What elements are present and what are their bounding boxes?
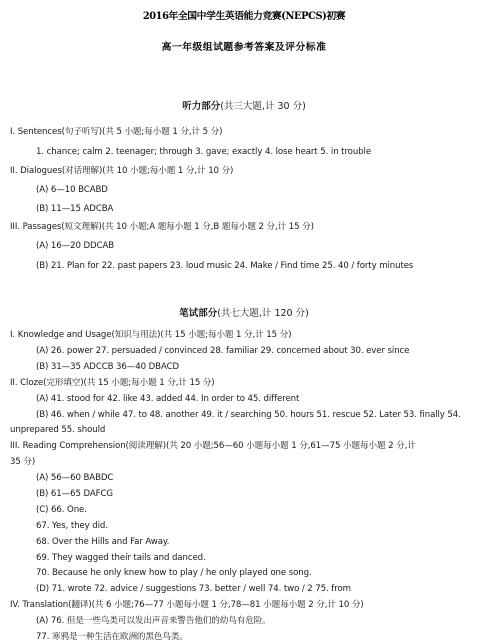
- written-section-heading: [0, 305, 488, 319]
- listening-heading-sub: (共三大题,计 30 分): [220, 101, 306, 112]
- written-part-3c-answer-67: 67. Yes, they did.: [36, 520, 108, 531]
- written-part-3c-answer-69: 69. They wagged their tails and danced.: [36, 552, 206, 563]
- written-part-4a-answer-76: (A) 76. 但是一些鸟类可以发出声音来警告他们的幼鸟有危险。: [36, 616, 271, 627]
- listening-part-2b-answers: (B) 11—15 ADCBA: [36, 204, 114, 214]
- listening-part-2a-answers: (A) 6—10 BCABD: [36, 185, 108, 195]
- document-title: 2016年全国中学生英语能力竞赛(NEPCS)初赛: [142, 11, 346, 22]
- written-part-1b-answers: (B) 31—35 ADCCB 36—40 DBACD: [36, 361, 180, 372]
- listening-part-2-heading: II. Dialogues(对话理解)(共 10 小题;每小题 1 分,计 10 分): [10, 166, 234, 176]
- document-subtitle: 高一年级组试题参考答案及评分标准: [161, 42, 327, 53]
- listening-heading-label: 听力部分: [182, 101, 221, 112]
- written-part-4a-answer-77: 77. 寒鸦是一种生活在欧洲的黑色鸟类。: [36, 632, 188, 641]
- written-part-4-heading: IV. Translation(翻译)(共 6 小题;76—77 小题每小题 1 分,78—81 小题每小题 2 分,计 10 分): [10, 600, 364, 611]
- written-part-3b-answers: (B) 61—65 DAFCG: [36, 488, 113, 499]
- listening-part-1-answers: 1. chance; calm 2. teenager; through 3. gave; exactly 4. lose heart 5. in trouble: [36, 147, 372, 157]
- written-part-3-heading: III. Reading Comprehension(阅读理解)(共 20 小题;56—60 小题每小题 1 分,61—75 小题每小题 2 分,计: [10, 441, 416, 452]
- listening-part-3a-answers: (A) 16—20 DDCAB: [36, 241, 115, 251]
- written-part-3d-answers: (D) 71. wrote 72. advice / suggestions 73. better / well 74. two / 2 75. from: [36, 584, 351, 595]
- written-part-3-heading-cont: 35 分): [10, 457, 36, 468]
- written-part-3a-answers: (A) 56—60 BABDC: [36, 473, 114, 484]
- written-part-2-heading: II. Cloze(完形填空)(共 15 小题;每小题 1 分,计 15 分): [10, 377, 215, 388]
- written-part-3c-answer-66: (C) 66. One.: [36, 504, 87, 515]
- listening-part-3b-answers: (B) 21. Plan for 22. past papers 23. loud music 24. Make / Find time 25. 40 / forty minutes: [36, 261, 414, 271]
- listening-part-3-heading: III. Passages(短文理解)(共 10 小题;A 题每小题 1 分,B 题每小题 2 分,计 15 分): [10, 222, 314, 232]
- written-part-1a-answers: (A) 26. power 27. persuaded / convinced 28. familiar 29. concerned about 30. ever since: [36, 345, 410, 356]
- written-part-2b-answers: (B) 46. when / while 47. to 48. another 49. it / searching 50. hours 51. rescue 52. Later 53. finally 54.: [36, 409, 461, 420]
- written-part-2b-answers-cont: unprepared 55. should: [10, 425, 106, 436]
- written-part-1-heading: I. Knowledge and Usage(知识与用法)(共 15 小题;每小题 1 分,计 15 分): [10, 330, 292, 340]
- listening-section-heading: [0, 98, 488, 112]
- written-part-3c-answer-70: 70. Because he only knew how to play / he only played one song.: [36, 568, 312, 579]
- written-part-3c-answer-68: 68. Over the Hills and Far Away.: [36, 536, 170, 547]
- listening-part-1-heading: I. Sentences(句子听写)(共 5 小题;每小题 1 分,计 5 分): [10, 127, 223, 137]
- written-heading-label: 笔试部分: [179, 308, 218, 319]
- written-heading-sub: (共七大题,计 120 分): [217, 308, 309, 319]
- written-part-2a-answers: (A) 41. stood for 42. like 43. added 44. In order to 45. different: [36, 393, 300, 404]
